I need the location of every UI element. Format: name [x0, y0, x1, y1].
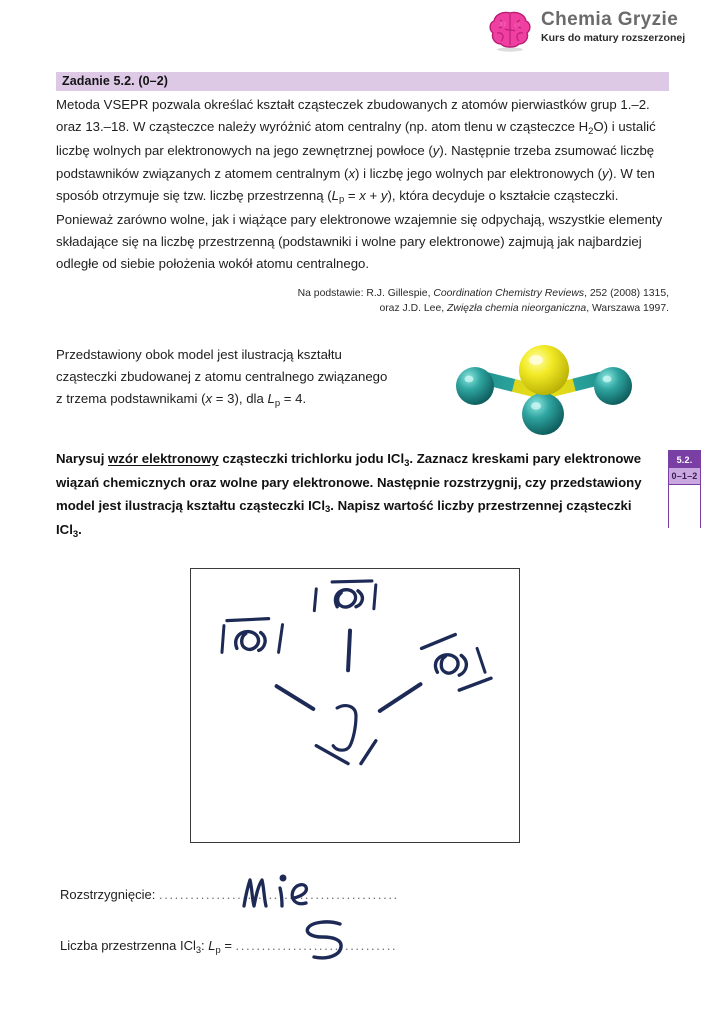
answer-line-liczba-przestrzenna: Liczba przestrzenna ICl$_3$: $L_p$ = ............................... [60, 938, 398, 955]
task-title: Zadanie 5.2. (0–2) [62, 74, 169, 88]
source-line-1: Na podstawie: R.J. Gillespie, Coordination Chemistry Reviews, 252 (2008) 1315, [297, 288, 669, 299]
task-instruction: Narysuj wzór elektronowy cząsteczki trichlorku jodu ICl$_3$. Zaznacz kreskami pary elektronowe wiązań chemicznych oraz wolne pary elektronowe. Następnie rozstrzygnij, czy przedstawiony model jest ilustracją kształtu cząsteczki ICl$_3$. Napisz wartość liczby przestrzennej cząsteczki ICl$_3$. [56, 451, 642, 540]
brain-icon [487, 9, 533, 53]
answer-drawing-box[interactable] [190, 568, 520, 843]
brand-title: Chemia Gryzie [541, 9, 679, 30]
score-blank-cell[interactable] [669, 485, 700, 528]
instruction-underlined-phrase: wzór elektronowy [108, 451, 219, 466]
answer-dots-2[interactable]: ............................... [235, 938, 398, 953]
answer-line-rozstrzygniecie [60, 887, 399, 902]
brand-text-block [541, 8, 685, 45]
brand-logo [487, 8, 713, 58]
answer-label-2-sub: 3 [195, 944, 202, 955]
molecule-model-image [444, 344, 644, 436]
answer-label-2a: Liczba przestrzenna ICl [60, 938, 196, 953]
handwritten-lewis-structure [191, 569, 519, 842]
source-citation [205, 286, 669, 316]
task-header-band [56, 72, 669, 91]
model-desc-line-2: cząsteczki zbudowanej z atomu centralnego związanego [56, 369, 388, 384]
model-description [56, 344, 456, 412]
lp-symbol-sub: p [215, 944, 221, 955]
score-points-scale: 0–1–2 [669, 468, 700, 485]
answer-label-1: Rozstrzygnięcie: [60, 887, 156, 902]
model-desc-line-1: Przedstawiony obok model jest ilustracją kształtu [56, 347, 342, 362]
score-box [668, 450, 701, 528]
score-task-number: 5.2. [669, 451, 700, 468]
lp-symbol: L [208, 938, 216, 953]
brand-subtitle: Kurs do matury rozszerzonej [541, 32, 686, 44]
intro-paragraph: Metoda VSEPR pozwala określać kształt cząsteczek zbudowanych z atomów pierwiastków grup 1.–2. oraz 13.–18. W cząsteczce należy wyróżnić atom centralny (np. atom tlenu w cząsteczce $H_2O$) i ustalić liczbę wolnych par elektronowych na jego zewnętrznej powłoce (y). Następnie trzeba zsumować liczbę podstawników związanych z atomem centralnym (x) i liczbę jego wolnych par elektronowych (y). W ten sposób otrzymuje się tzw. liczbę przestrzenną $(L_p = x + y)$, która decyduje o kształcie cząsteczki. Ponieważ zarówno wolne, jak i wiążące pary elektronowe wzajemnie się odpychają, wszystkie elementy składające się na liczbę przestrzenną (podstawniki i wolne pary elektronowe) zajmują jak najbardziej odległe od siebie położenia wokół atomu centralnego. [56, 97, 663, 272]
answer-dots-1[interactable]: .............................................. [159, 887, 399, 902]
source-line-2: oraz J.D. Lee, Zwięzła chemia nieorganiczna, Warszawa 1997. [379, 303, 669, 314]
model-desc-line-3: z trzema podstawnikami (x = 3), dla $L_p = 4$. [56, 391, 307, 409]
